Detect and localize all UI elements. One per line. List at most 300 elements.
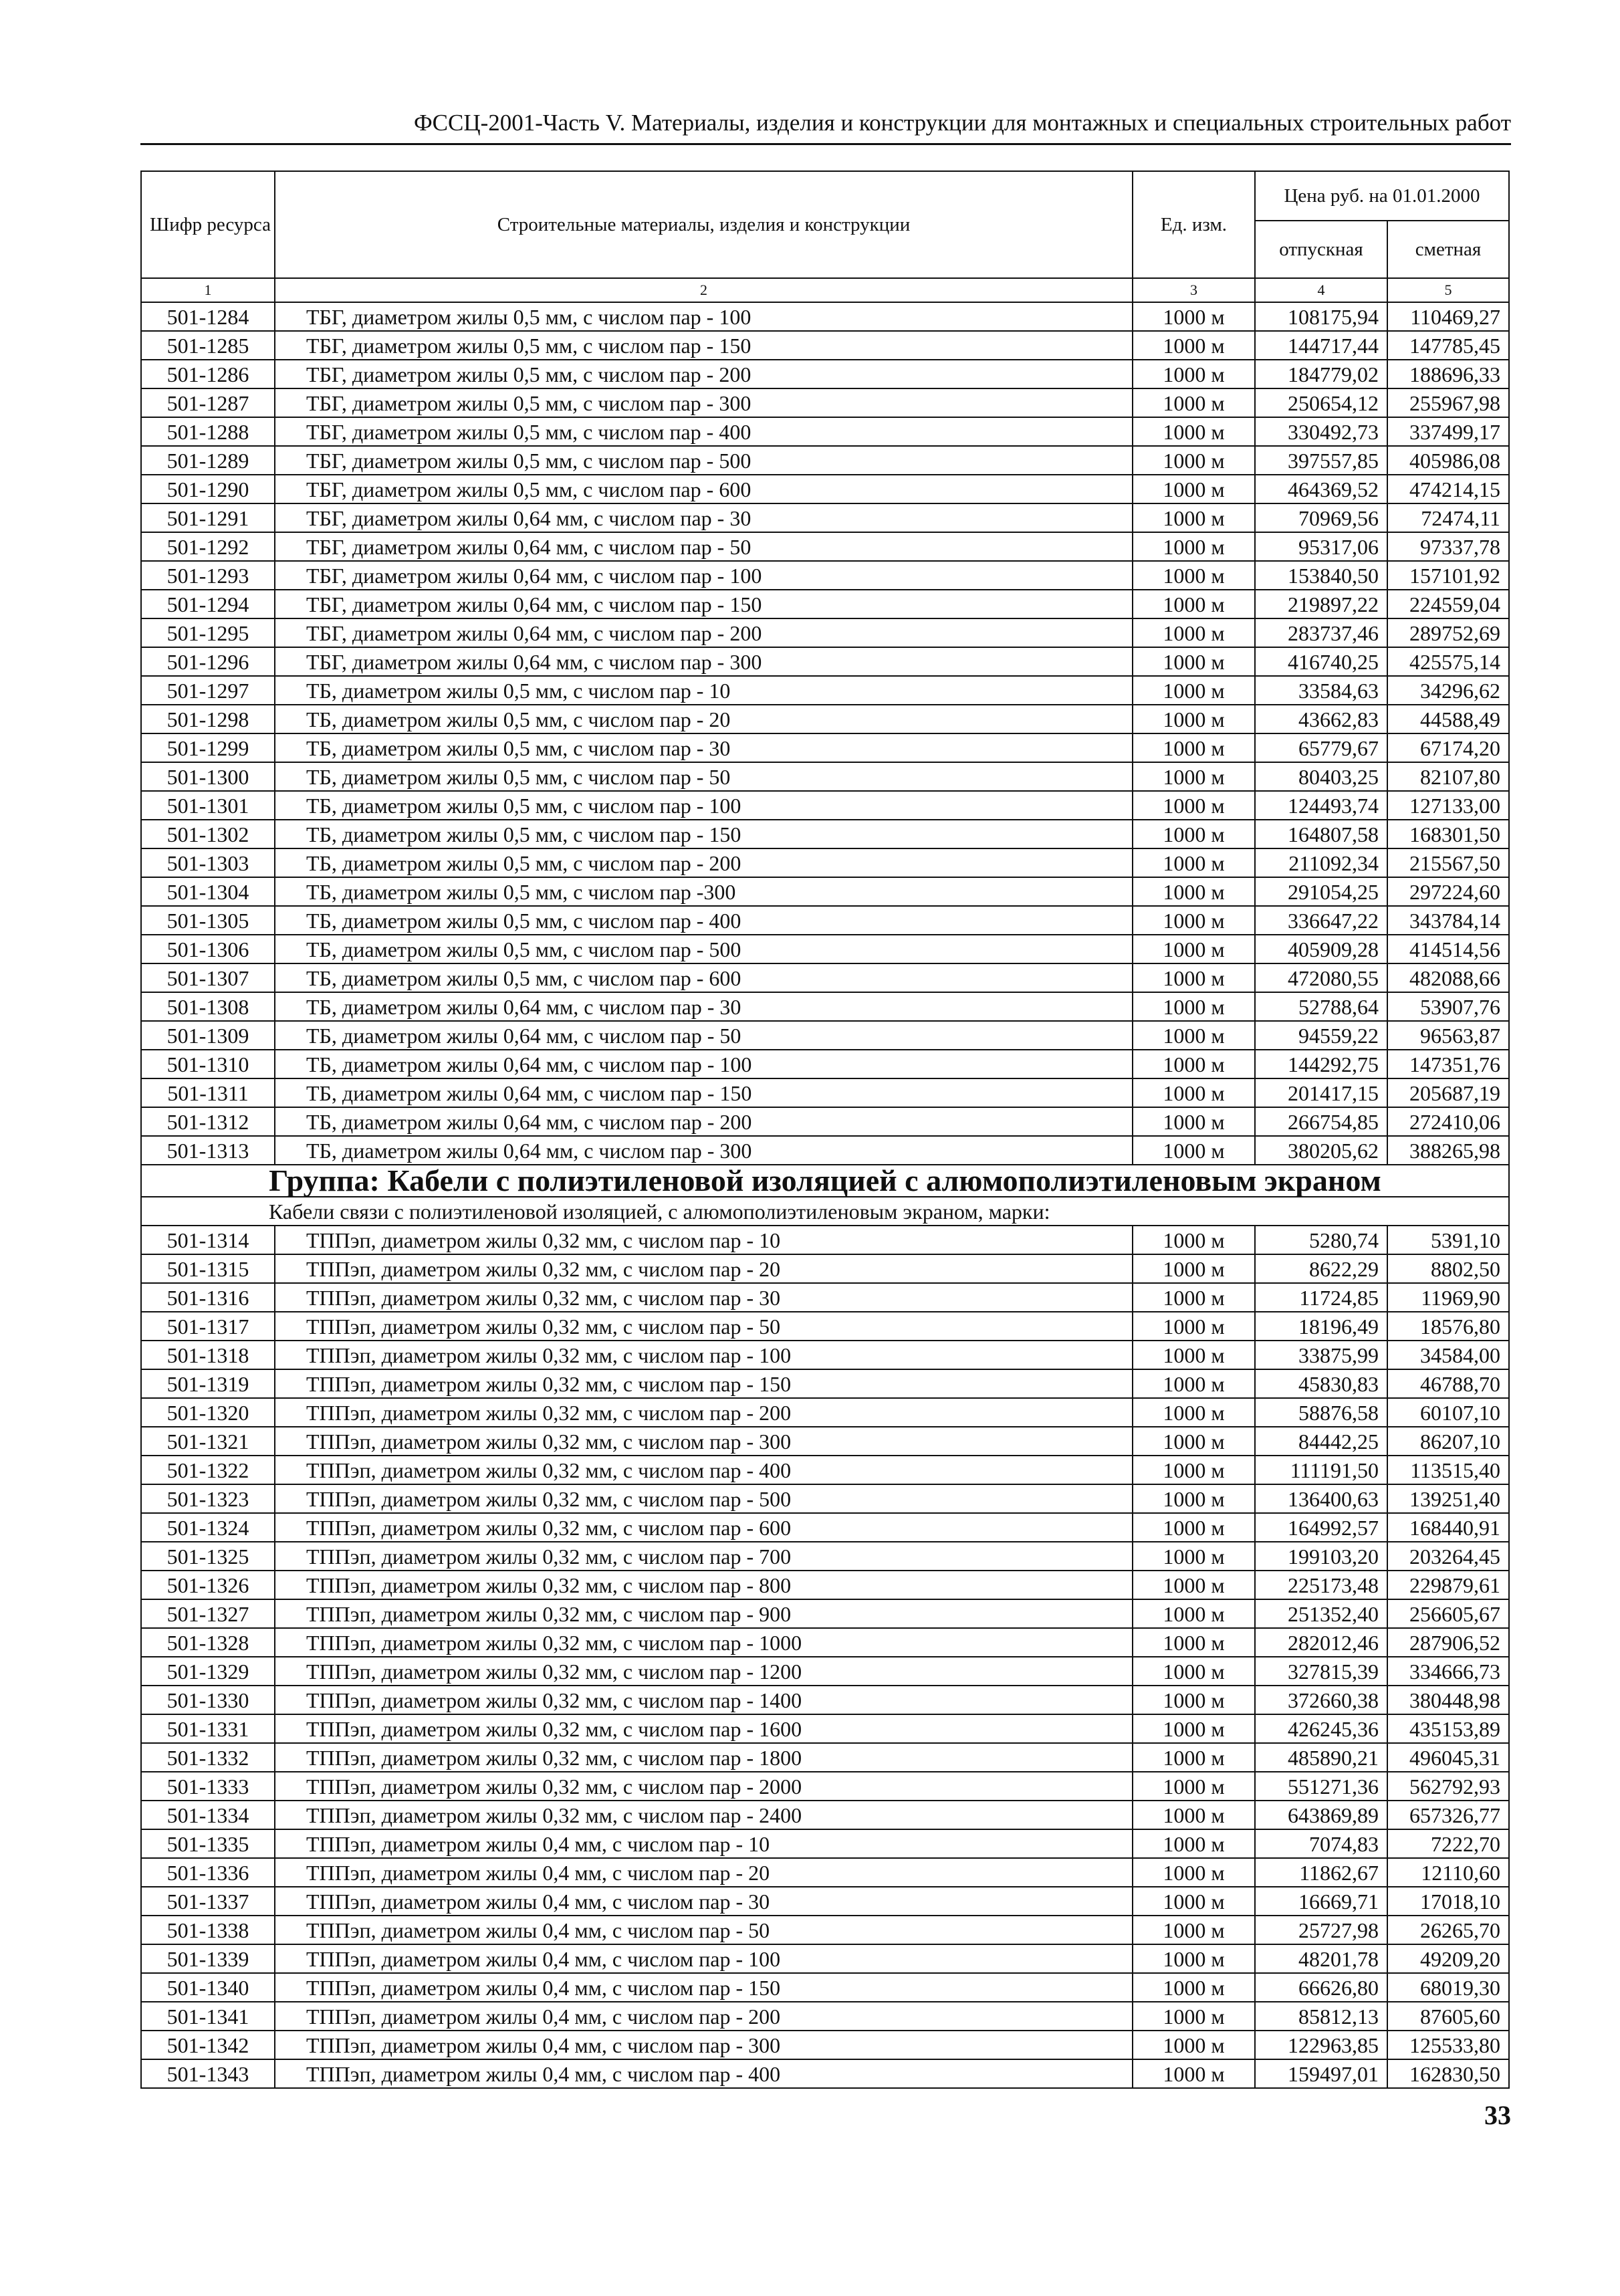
material-name: ТППэп, диаметром жилы 0,32 мм, с числом пар - 300 (275, 1427, 1133, 1456)
unit: 1000 м (1133, 1628, 1255, 1657)
resource-code: 501-1291 (141, 503, 275, 532)
resource-code: 501-1307 (141, 963, 275, 992)
resource-code: 501-1299 (141, 733, 275, 762)
table-row (141, 532, 1509, 561)
estimate-price: 5391,10 (1387, 1226, 1509, 1254)
material-name: ТППэп, диаметром жилы 0,32 мм, с числом пар - 400 (275, 1456, 1133, 1484)
table-row (141, 1944, 1509, 1973)
table-row (141, 1107, 1509, 1136)
resource-code: 501-1312 (141, 1107, 275, 1136)
unit: 1000 м (1133, 360, 1255, 388)
material-name: ТБ, диаметром жилы 0,64 мм, с числом пар - 50 (275, 1021, 1133, 1050)
resource-code: 501-1341 (141, 2002, 275, 2031)
unit: 1000 м (1133, 963, 1255, 992)
table-row (141, 1772, 1509, 1801)
table-body-tppep (141, 1226, 1509, 2088)
resource-code: 501-1317 (141, 1312, 275, 1341)
release-price: 43662,83 (1255, 705, 1387, 733)
unit: 1000 м (1133, 1916, 1255, 1944)
release-price: 251352,40 (1255, 1599, 1387, 1628)
resource-code: 501-1322 (141, 1456, 275, 1484)
release-price: 291054,25 (1255, 877, 1387, 906)
table-row (141, 2002, 1509, 2031)
unit: 1000 м (1133, 1136, 1255, 1165)
material-name: ТППэп, диаметром жилы 0,32 мм, с числом пар - 200 (275, 1398, 1133, 1427)
unit: 1000 м (1133, 1283, 1255, 1312)
estimate-price: 86207,10 (1387, 1427, 1509, 1456)
material-name: ТБ, диаметром жилы 0,5 мм, с числом пар - 150 (275, 820, 1133, 848)
release-price: 266754,85 (1255, 1107, 1387, 1136)
material-name: ТППэп, диаметром жилы 0,4 мм, с числом пар - 10 (275, 1829, 1133, 1858)
table-row (141, 820, 1509, 848)
release-price: 336647,22 (1255, 906, 1387, 935)
release-price: 84442,25 (1255, 1427, 1387, 1456)
unit: 1000 м (1133, 935, 1255, 963)
price-table (140, 170, 1510, 2089)
material-name: ТБ, диаметром жилы 0,5 мм, с числом пар - 20 (275, 705, 1133, 733)
material-name: ТБГ, диаметром жилы 0,5 мм, с числом пар - 500 (275, 446, 1133, 475)
material-name: ТБ, диаметром жилы 0,64 мм, с числом пар - 150 (275, 1078, 1133, 1107)
estimate-price: 82107,80 (1387, 762, 1509, 791)
estimate-price: 49209,20 (1387, 1944, 1509, 1973)
table-row (141, 1599, 1509, 1628)
unit: 1000 м (1133, 590, 1255, 618)
release-price: 111191,50 (1255, 1456, 1387, 1484)
estimate-price: 46788,70 (1387, 1369, 1509, 1398)
estimate-price: 96563,87 (1387, 1021, 1509, 1050)
table-row (141, 1571, 1509, 1599)
estimate-price: 562792,93 (1387, 1772, 1509, 1801)
estimate-price: 68019,30 (1387, 1973, 1509, 2002)
table-row (141, 1686, 1509, 1714)
material-name: ТБ, диаметром жилы 0,5 мм, с числом пар - 10 (275, 676, 1133, 705)
release-price: 65779,67 (1255, 733, 1387, 762)
resource-code: 501-1316 (141, 1283, 275, 1312)
resource-code: 501-1335 (141, 1829, 275, 1858)
material-name: ТБ, диаметром жилы 0,5 мм, с числом пар - 100 (275, 791, 1133, 820)
estimate-price: 11969,90 (1387, 1283, 1509, 1312)
material-name: ТБГ, диаметром жилы 0,5 мм, с числом пар - 150 (275, 331, 1133, 360)
release-price: 405909,28 (1255, 935, 1387, 963)
resource-code: 501-1315 (141, 1254, 275, 1283)
unit: 1000 м (1133, 1714, 1255, 1743)
resource-code: 501-1284 (141, 302, 275, 331)
unit: 1000 м (1133, 388, 1255, 417)
resource-code: 501-1311 (141, 1078, 275, 1107)
header-price-group: Цена руб. на 01.01.2000 (1255, 171, 1509, 221)
resource-code: 501-1343 (141, 2059, 275, 2088)
column-number: 3 (1133, 278, 1255, 302)
resource-code: 501-1297 (141, 676, 275, 705)
unit: 1000 м (1133, 302, 1255, 331)
unit: 1000 м (1133, 1743, 1255, 1772)
release-price: 551271,36 (1255, 1772, 1387, 1801)
material-name: ТППэп, диаметром жилы 0,32 мм, с числом пар - 1800 (275, 1743, 1133, 1772)
resource-code: 501-1329 (141, 1657, 275, 1686)
unit: 1000 м (1133, 532, 1255, 561)
table-row (141, 992, 1509, 1021)
estimate-price: 34296,62 (1387, 676, 1509, 705)
table-row (141, 590, 1509, 618)
release-price: 643869,89 (1255, 1801, 1387, 1829)
material-name: ТБГ, диаметром жилы 0,5 мм, с числом пар - 300 (275, 388, 1133, 417)
material-name: ТБГ, диаметром жилы 0,64 мм, с числом пар - 30 (275, 503, 1133, 532)
table-row (141, 1312, 1509, 1341)
material-name: ТБГ, диаметром жилы 0,5 мм, с числом пар - 600 (275, 475, 1133, 503)
unit: 1000 м (1133, 992, 1255, 1021)
unit: 1000 м (1133, 1973, 1255, 2002)
table-row (141, 1021, 1509, 1050)
release-price: 159497,01 (1255, 2059, 1387, 2088)
release-price: 164992,57 (1255, 1513, 1387, 1542)
material-name: ТППэп, диаметром жилы 0,4 мм, с числом пар - 400 (275, 2059, 1133, 2088)
release-price: 464369,52 (1255, 475, 1387, 503)
estimate-price: 44588,49 (1387, 705, 1509, 733)
unit: 1000 м (1133, 1599, 1255, 1628)
resource-code: 501-1306 (141, 935, 275, 963)
material-name: ТБГ, диаметром жилы 0,5 мм, с числом пар - 400 (275, 417, 1133, 446)
table-row (141, 302, 1509, 331)
material-name: ТППэп, диаметром жилы 0,4 мм, с числом пар - 200 (275, 2002, 1133, 2031)
header-estimate-price: сметная (1387, 221, 1509, 278)
material-name: ТБ, диаметром жилы 0,5 мм, с числом пар - 500 (275, 935, 1133, 963)
resource-code: 501-1313 (141, 1136, 275, 1165)
table-row (141, 388, 1509, 417)
unit: 1000 м (1133, 1829, 1255, 1858)
release-price: 33875,99 (1255, 1341, 1387, 1369)
unit: 1000 м (1133, 1484, 1255, 1513)
release-price: 485890,21 (1255, 1743, 1387, 1772)
running-header: ФССЦ-2001-Часть V. Материалы, изделия и конструкции для монтажных и специальных строительных работ (140, 106, 1511, 145)
material-name: ТБГ, диаметром жилы 0,64 мм, с числом пар - 50 (275, 532, 1133, 561)
release-price: 283737,46 (1255, 618, 1387, 647)
material-name: ТППэп, диаметром жилы 0,32 мм, с числом пар - 500 (275, 1484, 1133, 1513)
estimate-price: 18576,80 (1387, 1312, 1509, 1341)
table-row (141, 935, 1509, 963)
unit: 1000 м (1133, 1398, 1255, 1427)
unit: 1000 м (1133, 1801, 1255, 1829)
resource-code: 501-1308 (141, 992, 275, 1021)
table-row (141, 1283, 1509, 1312)
resource-code: 501-1323 (141, 1484, 275, 1513)
table-row (141, 1226, 1509, 1254)
estimate-price: 435153,89 (1387, 1714, 1509, 1743)
material-name: ТППэп, диаметром жилы 0,32 мм, с числом пар - 800 (275, 1571, 1133, 1599)
material-name: ТППэп, диаметром жилы 0,32 мм, с числом пар - 900 (275, 1599, 1133, 1628)
estimate-price: 168301,50 (1387, 820, 1509, 848)
estimate-price: 125533,80 (1387, 2031, 1509, 2059)
unit: 1000 м (1133, 1858, 1255, 1887)
table-row (141, 1858, 1509, 1887)
material-name: ТППэп, диаметром жилы 0,32 мм, с числом пар - 1400 (275, 1686, 1133, 1714)
table-row (141, 705, 1509, 733)
material-name: ТППэп, диаметром жилы 0,4 мм, с числом пар - 100 (275, 1944, 1133, 1973)
release-price: 184779,02 (1255, 360, 1387, 388)
column-number: 2 (275, 278, 1133, 302)
table-row (141, 1829, 1509, 1858)
table-row (141, 963, 1509, 992)
material-name: ТППэп, диаметром жилы 0,32 мм, с числом пар - 50 (275, 1312, 1133, 1341)
unit: 1000 м (1133, 705, 1255, 733)
resource-code: 501-1305 (141, 906, 275, 935)
resource-code: 501-1324 (141, 1513, 275, 1542)
resource-code: 501-1319 (141, 1369, 275, 1398)
material-name: ТБ, диаметром жилы 0,5 мм, с числом пар - 200 (275, 848, 1133, 877)
unit: 1000 м (1133, 1254, 1255, 1283)
table-row (141, 676, 1509, 705)
estimate-price: 97337,78 (1387, 532, 1509, 561)
estimate-price: 147785,45 (1387, 331, 1509, 360)
page-number: 33 (1484, 2100, 1511, 2130)
table-row (141, 475, 1509, 503)
unit: 1000 м (1133, 1021, 1255, 1050)
table-row (141, 1341, 1509, 1369)
release-price: 372660,38 (1255, 1686, 1387, 1714)
table-row (141, 331, 1509, 360)
table-row (141, 360, 1509, 388)
estimate-price: 53907,76 (1387, 992, 1509, 1021)
unit: 1000 м (1133, 331, 1255, 360)
resource-code: 501-1295 (141, 618, 275, 647)
material-name: ТБГ, диаметром жилы 0,64 мм, с числом пар - 100 (275, 561, 1133, 590)
unit: 1000 м (1133, 1513, 1255, 1542)
table-row (141, 1456, 1509, 1484)
estimate-price: 26265,70 (1387, 1916, 1509, 1944)
estimate-price: 229879,61 (1387, 1571, 1509, 1599)
release-price: 66626,80 (1255, 1973, 1387, 2002)
resource-code: 501-1321 (141, 1427, 275, 1456)
material-name: ТБГ, диаметром жилы 0,64 мм, с числом пар - 150 (275, 590, 1133, 618)
unit: 1000 м (1133, 1772, 1255, 1801)
material-name: ТППэп, диаметром жилы 0,32 мм, с числом пар - 10 (275, 1226, 1133, 1254)
resource-code: 501-1298 (141, 705, 275, 733)
estimate-price: 224559,04 (1387, 590, 1509, 618)
release-price: 327815,39 (1255, 1657, 1387, 1686)
material-name: ТППэп, диаметром жилы 0,4 мм, с числом пар - 300 (275, 2031, 1133, 2059)
estimate-price: 188696,33 (1387, 360, 1509, 388)
estimate-price: 7222,70 (1387, 1829, 1509, 1858)
column-number: 1 (141, 278, 275, 302)
estimate-price: 380448,98 (1387, 1686, 1509, 1714)
estimate-price: 60107,10 (1387, 1398, 1509, 1427)
estimate-price: 162830,50 (1387, 2059, 1509, 2088)
resource-code: 501-1287 (141, 388, 275, 417)
material-name: ТППэп, диаметром жилы 0,32 мм, с числом пар - 20 (275, 1254, 1133, 1283)
release-price: 380205,62 (1255, 1136, 1387, 1165)
release-price: 11862,67 (1255, 1858, 1387, 1887)
table-row (141, 1628, 1509, 1657)
material-name: ТБ, диаметром жилы 0,5 мм, с числом пар - 400 (275, 906, 1133, 935)
unit: 1000 м (1133, 1312, 1255, 1341)
material-name: ТППэп, диаметром жилы 0,32 мм, с числом пар - 2000 (275, 1772, 1133, 1801)
material-name: ТППэп, диаметром жилы 0,32 мм, с числом пар - 1200 (275, 1657, 1133, 1686)
estimate-price: 657326,77 (1387, 1801, 1509, 1829)
estimate-price: 147351,76 (1387, 1050, 1509, 1078)
table-row (141, 1484, 1509, 1513)
column-number: 4 (1255, 278, 1387, 302)
release-price: 16669,71 (1255, 1887, 1387, 1916)
estimate-price: 414514,56 (1387, 935, 1509, 963)
resource-code: 501-1336 (141, 1858, 275, 1887)
estimate-price: 17018,10 (1387, 1887, 1509, 1916)
resource-code: 501-1325 (141, 1542, 275, 1571)
release-price: 164807,58 (1255, 820, 1387, 848)
estimate-price: 127133,00 (1387, 791, 1509, 820)
material-name: ТБ, диаметром жилы 0,5 мм, с числом пар - 30 (275, 733, 1133, 762)
unit: 1000 м (1133, 446, 1255, 475)
resource-code: 501-1337 (141, 1887, 275, 1916)
resource-code: 501-1310 (141, 1050, 275, 1078)
release-price: 33584,63 (1255, 676, 1387, 705)
estimate-price: 297224,60 (1387, 877, 1509, 906)
column-number: 5 (1387, 278, 1509, 302)
release-price: 122963,85 (1255, 2031, 1387, 2059)
table-row (141, 1369, 1509, 1398)
estimate-price: 405986,08 (1387, 446, 1509, 475)
table-row (141, 1916, 1509, 1944)
resource-code: 501-1331 (141, 1714, 275, 1743)
estimate-price: 496045,31 (1387, 1743, 1509, 1772)
table-row (141, 1743, 1509, 1772)
resource-code: 501-1292 (141, 532, 275, 561)
release-price: 153840,50 (1255, 561, 1387, 590)
resource-code: 501-1342 (141, 2031, 275, 2059)
unit: 1000 м (1133, 503, 1255, 532)
release-price: 45830,83 (1255, 1369, 1387, 1398)
table-row (141, 1427, 1509, 1456)
header-name: Строительные материалы, изделия и конструкции (275, 171, 1133, 278)
estimate-price: 205687,19 (1387, 1078, 1509, 1107)
table-row (141, 417, 1509, 446)
estimate-price: 8802,50 (1387, 1254, 1509, 1283)
estimate-price: 289752,69 (1387, 618, 1509, 647)
release-price: 225173,48 (1255, 1571, 1387, 1599)
estimate-price: 87605,60 (1387, 2002, 1509, 2031)
material-name: ТБ, диаметром жилы 0,64 мм, с числом пар - 300 (275, 1136, 1133, 1165)
table-row (141, 1254, 1509, 1283)
unit: 1000 м (1133, 1571, 1255, 1599)
release-price: 250654,12 (1255, 388, 1387, 417)
release-price: 416740,25 (1255, 647, 1387, 676)
estimate-price: 12110,60 (1387, 1858, 1509, 1887)
table-row (141, 1136, 1509, 1165)
material-name: ТБ, диаметром жилы 0,64 мм, с числом пар - 100 (275, 1050, 1133, 1078)
estimate-price: 34584,00 (1387, 1341, 1509, 1369)
estimate-price: 110469,27 (1387, 302, 1509, 331)
material-name: ТБ, диаметром жилы 0,64 мм, с числом пар - 200 (275, 1107, 1133, 1136)
table-row (141, 1714, 1509, 1743)
material-name: ТБГ, диаметром жилы 0,5 мм, с числом пар - 200 (275, 360, 1133, 388)
estimate-price: 337499,17 (1387, 417, 1509, 446)
group-section (141, 1165, 1509, 1226)
estimate-price: 157101,92 (1387, 561, 1509, 590)
resource-code: 501-1339 (141, 1944, 275, 1973)
material-name: ТППэп, диаметром жилы 0,32 мм, с числом пар - 1000 (275, 1628, 1133, 1657)
estimate-price: 255967,98 (1387, 388, 1509, 417)
unit: 1000 м (1133, 2059, 1255, 2088)
table-row (141, 1657, 1509, 1686)
material-name: ТБ, диаметром жилы 0,64 мм, с числом пар - 30 (275, 992, 1133, 1021)
table-row (141, 647, 1509, 676)
release-price: 144717,44 (1255, 331, 1387, 360)
table-row (141, 1078, 1509, 1107)
resource-code: 501-1288 (141, 417, 275, 446)
material-name: ТППэп, диаметром жилы 0,4 мм, с числом пар - 150 (275, 1973, 1133, 2002)
resource-code: 501-1334 (141, 1801, 275, 1829)
resource-code: 501-1314 (141, 1226, 275, 1254)
material-name: ТППэп, диаметром жилы 0,32 мм, с числом пар - 2400 (275, 1801, 1133, 1829)
estimate-price: 343784,14 (1387, 906, 1509, 935)
table-row (141, 503, 1509, 532)
unit: 1000 м (1133, 475, 1255, 503)
resource-code: 501-1304 (141, 877, 275, 906)
release-price: 48201,78 (1255, 1944, 1387, 1973)
estimate-price: 388265,98 (1387, 1136, 1509, 1165)
resource-code: 501-1327 (141, 1599, 275, 1628)
resource-code: 501-1296 (141, 647, 275, 676)
release-price: 108175,94 (1255, 302, 1387, 331)
table-row (141, 2059, 1509, 2088)
group-title: Группа: Кабели с полиэтиленовой изоляцией с алюмополиэтиленовым экраном (141, 1165, 1509, 1197)
unit: 1000 м (1133, 1107, 1255, 1136)
resource-code: 501-1290 (141, 475, 275, 503)
material-name: ТППэп, диаметром жилы 0,4 мм, с числом пар - 50 (275, 1916, 1133, 1944)
unit: 1000 м (1133, 1369, 1255, 1398)
estimate-price: 256605,67 (1387, 1599, 1509, 1628)
release-price: 18196,49 (1255, 1312, 1387, 1341)
table-row (141, 1801, 1509, 1829)
table-row (141, 1398, 1509, 1427)
release-price: 85812,13 (1255, 2002, 1387, 2031)
subgroup-title: Кабели связи с полиэтиленовой изоляцией, с алюмополиэтиленовым экраном, марки: (141, 1197, 1509, 1226)
resource-code: 501-1340 (141, 1973, 275, 2002)
unit: 1000 м (1133, 647, 1255, 676)
table-row (141, 561, 1509, 590)
material-name: ТППэп, диаметром жилы 0,32 мм, с числом пар - 30 (275, 1283, 1133, 1312)
material-name: ТБ, диаметром жилы 0,5 мм, с числом пар -300 (275, 877, 1133, 906)
estimate-price: 139251,40 (1387, 1484, 1509, 1513)
release-price: 95317,06 (1255, 532, 1387, 561)
unit: 1000 м (1133, 417, 1255, 446)
resource-code: 501-1326 (141, 1571, 275, 1599)
table-row (141, 877, 1509, 906)
table-body-tb (141, 302, 1509, 1165)
material-name: ТБ, диаметром жилы 0,5 мм, с числом пар - 50 (275, 762, 1133, 791)
resource-code: 501-1338 (141, 1916, 275, 1944)
release-price: 397557,85 (1255, 446, 1387, 475)
header-release-price: отпускная (1255, 221, 1387, 278)
unit: 1000 м (1133, 848, 1255, 877)
unit: 1000 м (1133, 676, 1255, 705)
unit: 1000 м (1133, 1226, 1255, 1254)
unit: 1000 м (1133, 1078, 1255, 1107)
release-price: 144292,75 (1255, 1050, 1387, 1078)
material-name: ТБГ, диаметром жилы 0,64 мм, с числом пар - 300 (275, 647, 1133, 676)
material-name: ТППэп, диаметром жилы 0,4 мм, с числом пар - 20 (275, 1858, 1133, 1887)
table-row (141, 733, 1509, 762)
table-row (141, 618, 1509, 647)
resource-code: 501-1318 (141, 1341, 275, 1369)
table-row (141, 906, 1509, 935)
unit: 1000 м (1133, 1050, 1255, 1078)
release-price: 330492,73 (1255, 417, 1387, 446)
resource-code: 501-1293 (141, 561, 275, 590)
release-price: 199103,20 (1255, 1542, 1387, 1571)
resource-code: 501-1285 (141, 331, 275, 360)
table-row (141, 446, 1509, 475)
unit: 1000 м (1133, 1686, 1255, 1714)
estimate-price: 334666,73 (1387, 1657, 1509, 1686)
